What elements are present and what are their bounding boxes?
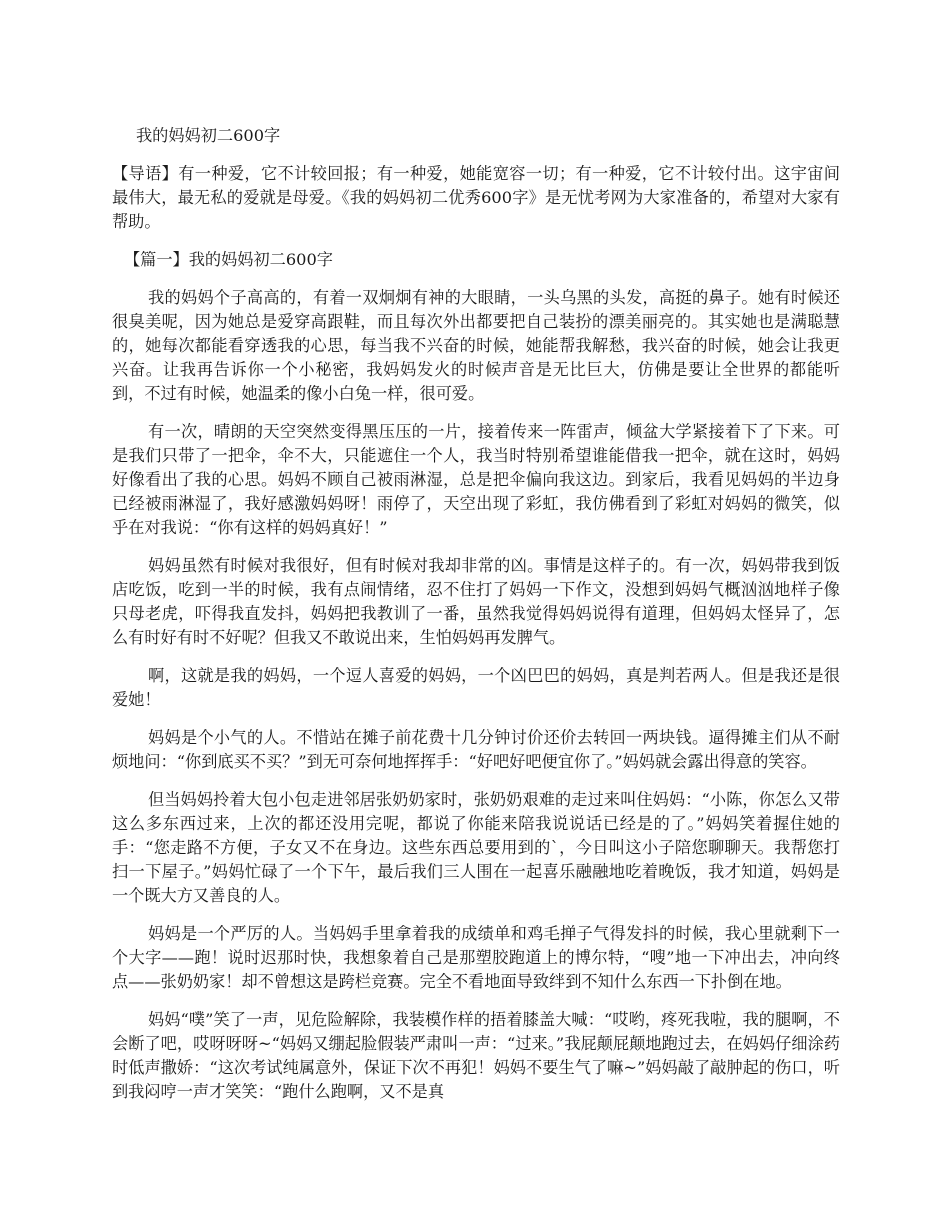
document-title: 我的妈妈初二600字 [136, 126, 281, 145]
body-paragraph: 但当妈妈拎着大包小包走进邻居张奶奶家时，张奶奶艰难的走过来叫住妈妈：“小陈，你怎么又带这么多东西过来，上次的都还没用完呢，都说了你能来陪我说说话已经是的了。”妈妈笑着握住她的手：“您走路不方便，子女又不在身边。这些东西总要用到的`，今日叫这小子陪您聊聊天。我帮您打扫一下屋子。”妈妈忙碌了一个下午，最后我们三人围在一起喜乐融融地吃着晚饭，我才知道，妈妈是一个既大方又善良的人。 [112, 790, 840, 905]
body-paragraph: 妈妈虽然有时候对我很好，但有时候对我却非常的凶。事情是这样子的。有一次，妈妈带我到饭店吃饭，吃到一半的时候，我有点闹情绪，忍不住打了妈妈一下作文，没想到妈妈气概汹汹地样子像只母老虎，吓得我直发抖，妈妈把我教训了一番，虽然我觉得妈妈说得有道理，但妈妈太怪异了，怎么有时好有时不好呢？但我又不敢说出来，生怕妈妈再发脾气。 [112, 556, 840, 647]
body-paragraph: 啊，这就是我的妈妈，一个逗人喜爱的妈妈，一个凶巴巴的妈妈，真是判若两人。但是我还是很爱她！ [112, 666, 840, 709]
body-paragraph: 妈妈是一个严厉的人。当妈妈手里拿着我的成绩单和鸡毛掸子气得发抖的时候，我心里就剩下一个大字——跑！说时迟那时快，我想象着自己是那塑胶跑道上的博尔特，“嗖”地一下冲出去，冲向终点——张奶奶家！却不曾想这是跨栏竞赛。完全不看地面导致绊到不知什么东西一下扑倒在地。 [112, 924, 840, 991]
body-paragraph: 我的妈妈个子高高的，有着一双炯炯有神的大眼睛，一头乌黑的头发，高挺的鼻子。她有时候还很臭美呢，因为她总是爱穿高跟鞋，而且每次外出都要把自己装扮的漂美丽亮的。其实她也是满聪慧的，她每次都能看穿透我的心思，每当我不兴奋的时候，她能帮我解愁，我兴奋的时候，她会让我更兴奋。让我再告诉你一个小秘密，我妈妈发火的时候声音是无比巨大，仿佛是要让全世界的都能听到，不过有时候，她温柔的像小白兔一样，很可爱。 [112, 288, 840, 403]
document-page [112, 124, 840, 1118]
body-paragraph: 妈妈“噗”笑了一声，见危险解除，我装模作样的捂着膝盖大喊：“哎哟，疼死我啦，我的腿啊，不会断了吧，哎呀呀呀~“妈妈又绷起脸假装严肃叫一声：“过来。”我屁颠屁颠地跑过去，在妈妈仔细涂药时低声撒娇：“这次考试纯属意外，保证下次不再犯！妈妈不要生气了嘛~”妈妈敲了敲肿起的伤口，听到我闷哼一声才笑笑：“跑什么跑啊，又不是真 [112, 1010, 840, 1101]
body-paragraph: 妈妈是个小气的人。不惜站在摊子前花费十几分钟讨价还价去转回一两块钱。逼得摊主们从不耐烦地问：“你到底买不买？”到无可奈何地挥挥手：“好吧好吧便宜你了。”妈妈就会露出得意的笑容。 [112, 728, 840, 771]
body-paragraph: 有一次，晴朗的天空突然变得黑压压的一片，接着传来一阵雷声，倾盆大学紧接着下了下来。可是我们只带了一把伞，伞不大，只能遮住一个人，我当时特别希望谁能借我一把伞，就在这时，妈妈好像看出了我的心思。妈妈不顾自己被雨淋湿，总是把伞偏向我这边。到家后，我看见妈妈的半边身已经被雨淋湿了，我好感激妈妈呀！雨停了，天空出现了彩虹，我仿佛看到了彩虹对妈妈的微笑，似乎在对我说：“你有这样的妈妈真好！” [112, 422, 840, 537]
section-heading: 【篇一】我的妈妈初二600字 [124, 250, 333, 269]
intro-paragraph: 【导语】有一种爱，它不计较回报；有一种爱，她能宽容一切；有一种爱，它不计较付出。这宇宙间最伟大，最无私的爱就是母爱。《我的妈妈初二优秀600字》是无忧考网为大家准备的，希望对大家有帮助。 [112, 164, 840, 231]
